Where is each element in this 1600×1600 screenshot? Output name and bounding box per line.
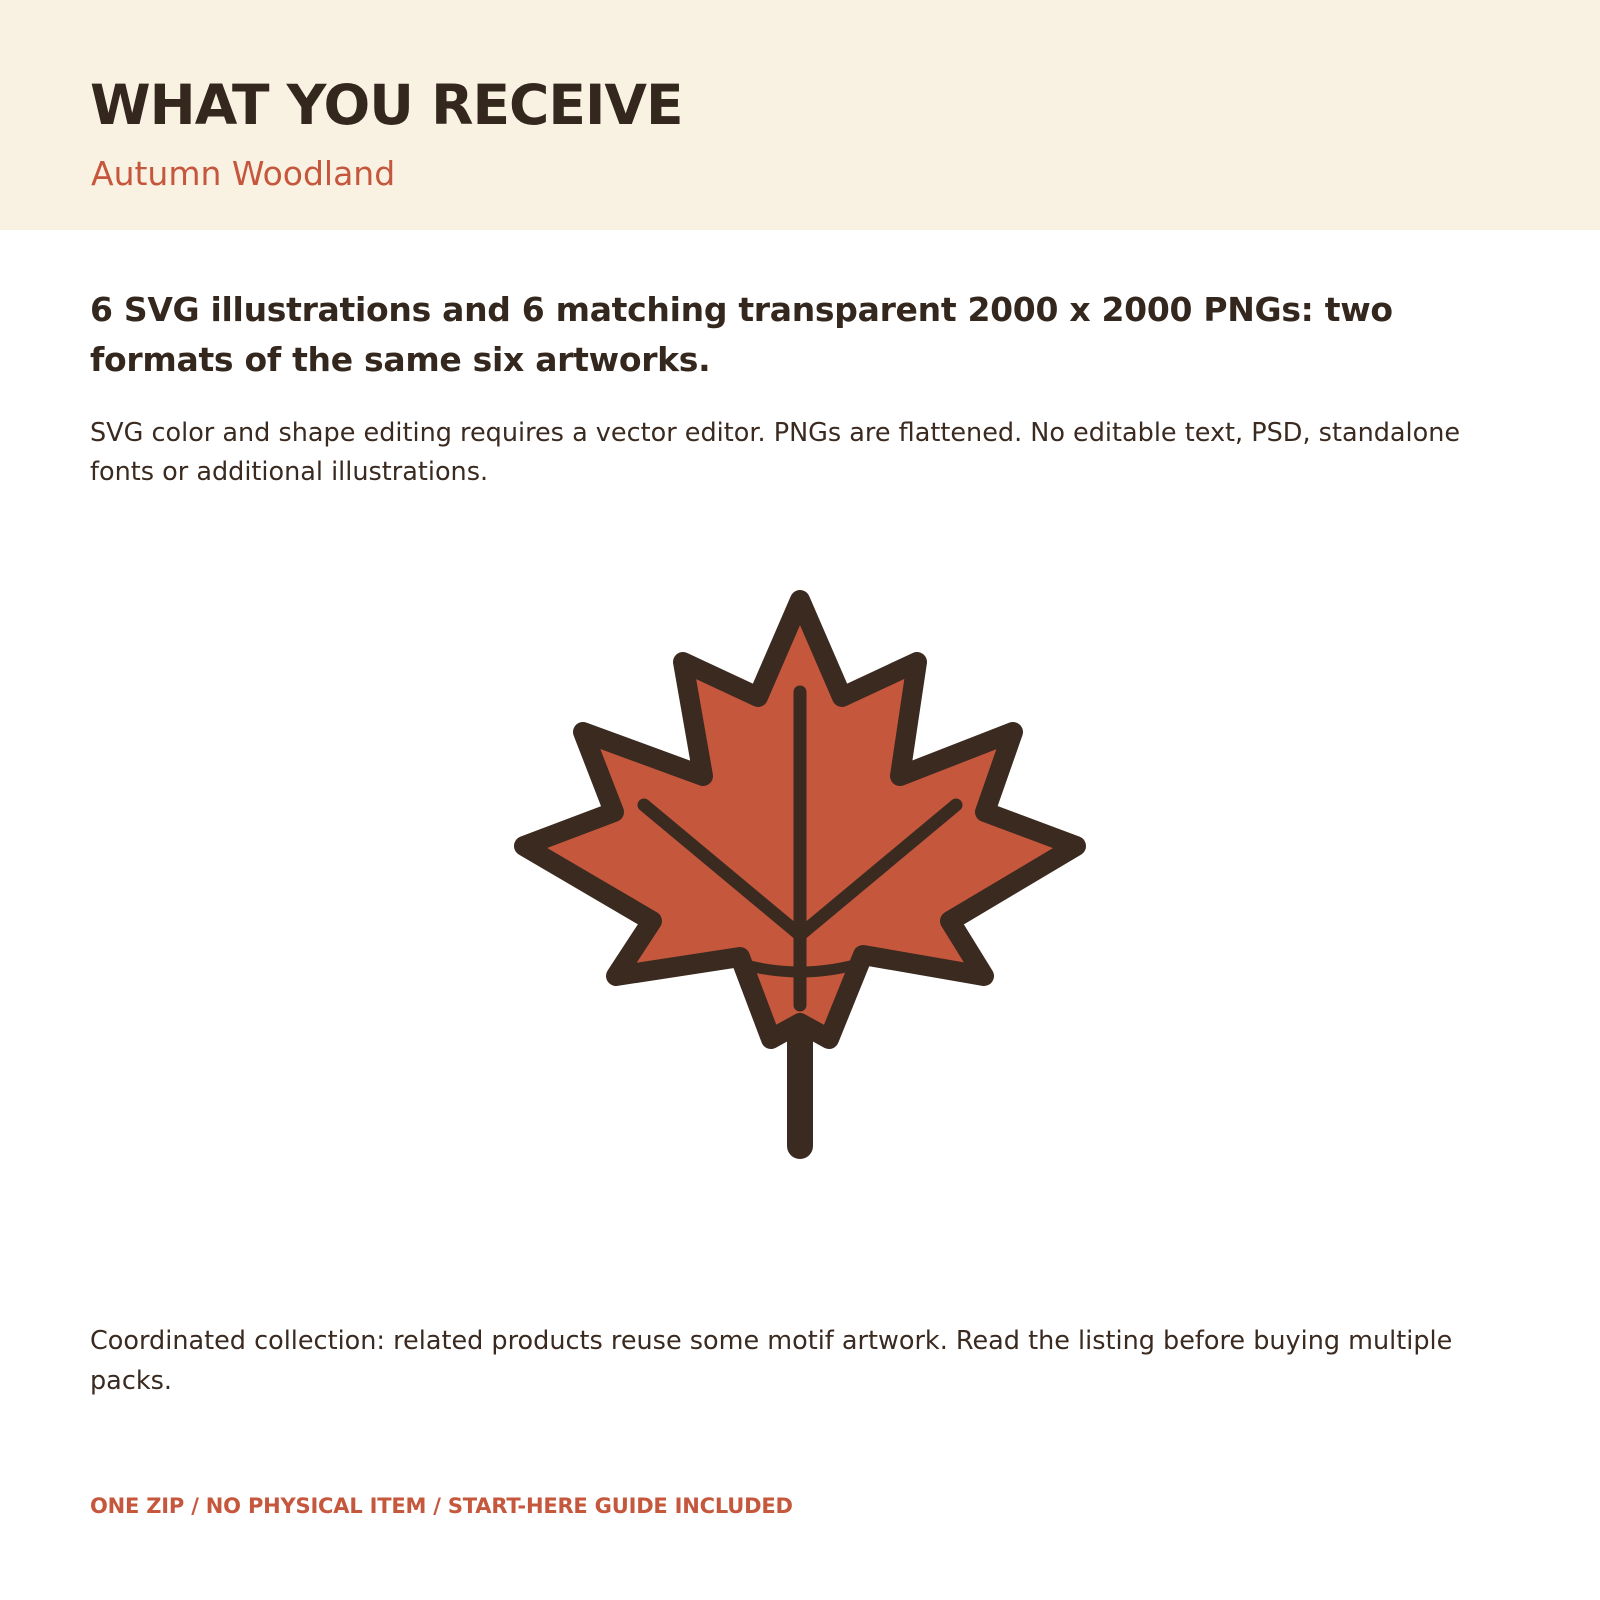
contents-headline: 6 SVG illustrations and 6 matching transparent 2000 x 2000 PNGs: two formats of the same six artworks. (90, 290, 1393, 379)
format-note: SVG color and shape editing requires a vector editor. PNGs are flattened. No editable text, PSD, standalone fonts or additional illustrations. (90, 418, 1461, 487)
collection-subtitle: Autumn Woodland (91, 154, 396, 193)
collection-note: Coordinated collection: related products reuse some motif artwork. Read the listing before buying multiple packs. (90, 1326, 1453, 1396)
maple-leaf-icon (505, 580, 1095, 1160)
delivery-summary: ONE ZIP / NO PHYSICAL ITEM / START-HERE GUIDE INCLUDED (90, 1494, 793, 1518)
header-banner (0, 0, 1600, 230)
page-title: WHAT YOU RECEIVE (90, 73, 683, 137)
